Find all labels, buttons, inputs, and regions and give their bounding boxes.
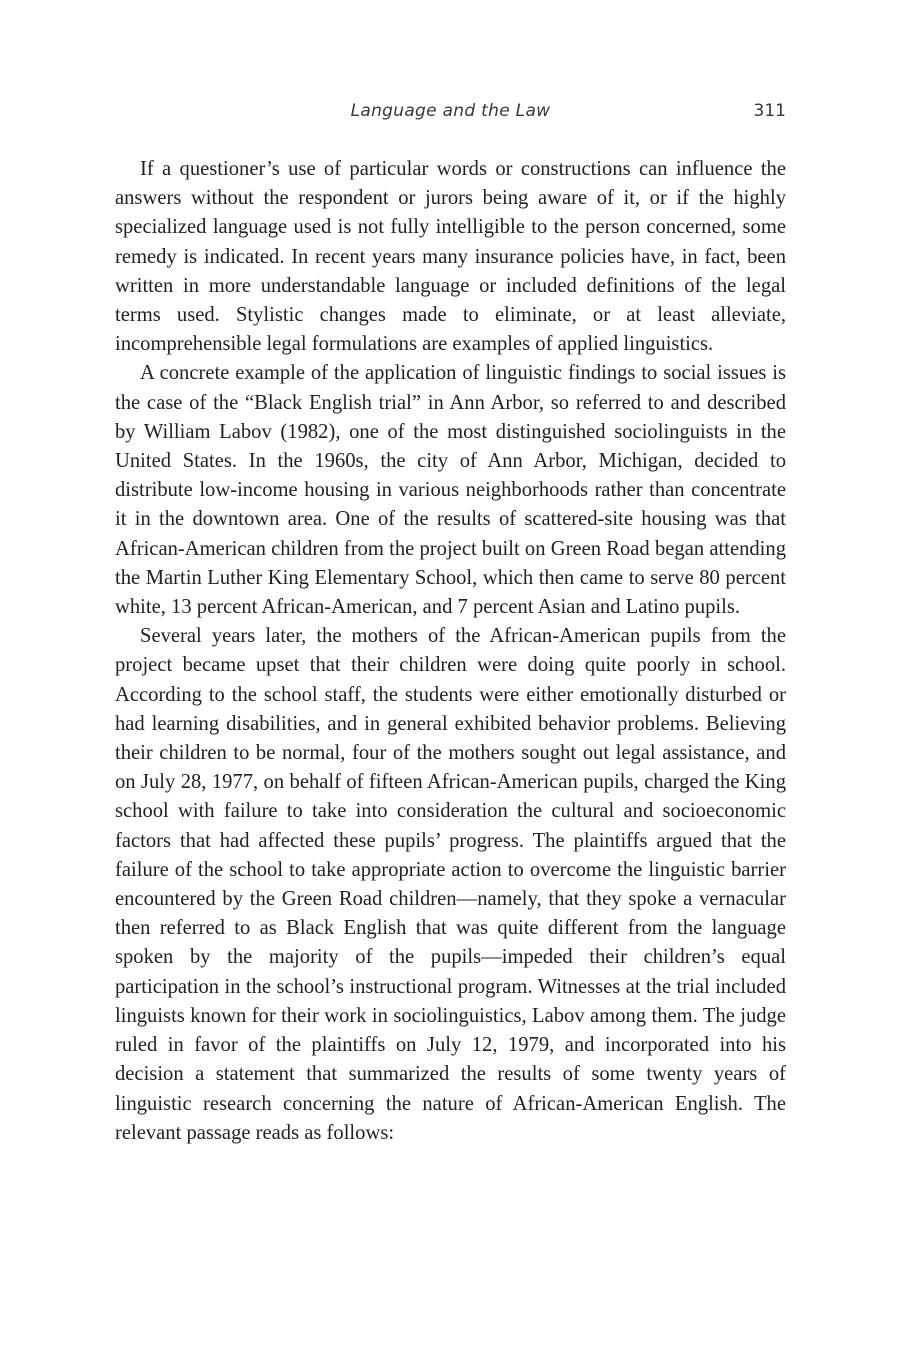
paragraph-2: A concrete example of the application of linguistic findings to social issues is the case of the “Black English trial” in Ann Arbor, so referred to and described by William Labov (1982), one of the most distinguished sociolinguists in the United States. In the 1960s, the city of Ann Arbor, Michigan, decided to distribute low-income housing in various neighborhoods rather than concentrate it in the downtown area. One of the results of scattered-site housing was that African-American children from the project built on Green Road began attending the Martin Luther King Elementary School, which then came to serve 80 percent white, 13 percent African-American, and 7 percent Asian and Latino pupils. <box>115 362 786 619</box>
page-number: 311 <box>753 101 786 121</box>
paragraph-3: Several years later, the mothers of the African-American pupils from the project became upset that their children were doing quite poorly in school. According to the school staff, the students were either emotionally disturbed or had learning disabilities, and in general exhibited behavior problems. Believing their children to be normal, four of the mothers sought out legal assistance, and on July 28, 1977, on behalf of fifteen African-American pupils, charged the King school with failure to take into consideration the cultural and socioeconomic factors that had affected these pupils’ progress. The plaintiffs argued that the failure of the school to take appropriate action to overcome the linguistic barrier encountered by the Green Road children—namely, that they spoke a vernacular then referred to as Black English that was quite different from the language spoken by the majority of the pupils—impeded their children’s equal participation in the school’s instructional program. Witnesses at the trial included linguists known for their work in sociolinguistics, Labov among them. The judge ruled in favor of the plaintiffs on July 12, 1979, and incorporated into his decision a statement that summarized the results of some twenty years of linguistic research concerning the nature of African-American English. The relevant passage reads as follows: <box>115 625 786 1144</box>
body-text <box>115 155 786 1148</box>
paragraph-1: If a questioner’s use of particular words or constructions can influence the answers without the respondent or jurors being aware of it, or if the highly specialized language used is not fully intelligible to the person concerned, some remedy is indicated. In recent years many insurance policies have, in fact, been written in more understandable language or included definitions of the legal terms used. Stylistic changes made to eliminate, or at least alleviate, incomprehensible legal formulations are examples of applied linguistics. <box>115 158 786 356</box>
running-head <box>115 98 786 124</box>
running-title: Language and the Law <box>350 101 551 121</box>
